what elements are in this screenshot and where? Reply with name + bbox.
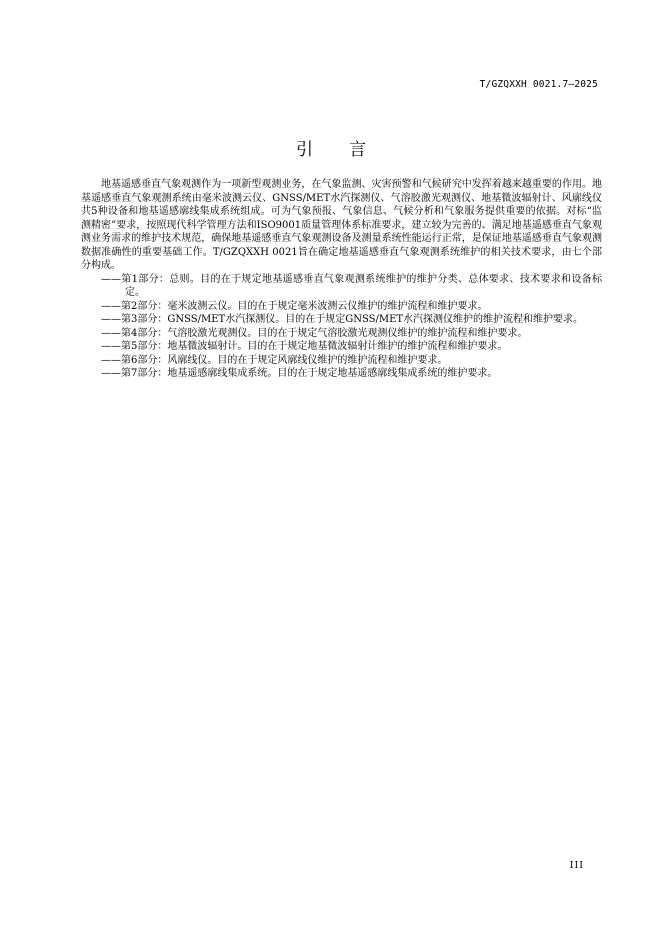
intro-paragraph: 地基遥感垂直气象观测作为一项新型观测业务，在气象监测、灾害预警和气候研究中发挥着越来越重要的作用。地基遥感垂直气象观测系统由毫米波测云仪、GNSS/MET水汽探测仪、气溶胶激光观测仪、地基微波辐射计、风廓线仪共5种设备和地基遥感廓线集成系统组成。可为气象预报、气象信息、气候分析和气象服务提供重要的依据。对标“监测精密”要求，按照现代科学管理方法和ISO9001质量管理体系标准要求，建立较为完善的、满足地基遥感垂直气象观测业务需求的维护技术规范，确保地基遥感垂直气象观测设备及测量系统性能运行正常，是保证地基遥感垂直气象观测数据准确性的重要基础工作。T/GZQXXH 0021旨在确定地基遥感垂直气象观测系统维护的相关技术要求，由七个部分构成。 (81, 179, 602, 271)
part-item-7: ——第7部分：地基遥感廓线集成系统。目的在于规定地基遥感廓线集成系统的维护要求。 (101, 368, 498, 379)
part-item-3: ——第3部分：GNSS/MET水汽探测仪。目的在于规定GNSS/MET水汽探测仪维护的维护流程和维护要求。 (101, 314, 584, 325)
part-item-6: ——第6部分：风廓线仪。目的在于规定风廓线仪维护的维护流程和维护要求。 (101, 354, 448, 366)
introduction-body (81, 178, 602, 381)
page-title: 引言 (296, 140, 402, 160)
part-item-2: ——第2部分：毫米波测云仪。目的在于规定毫米波测云仪维护的维护流程和维护要求。 (101, 300, 488, 312)
part-item-4: ——第4部分：气溶胶激光观测仪。目的在于规定气溶胶激光观测仪维护的维护流程和维护要求。 (101, 327, 528, 339)
page-number: III (569, 860, 584, 871)
document-code: T/GZQXXH 0021.7—2025 (479, 79, 598, 90)
part-item-1: ——第1部分：总则。目的在于规定地基遥感垂直气象观测系统维护的维护分类、总体要求、技术要求和设备标定。 (101, 273, 602, 298)
part-item-5: ——第5部分：地基微波辐射计。目的在于规定地基微波辐射计维护的维护流程和维护要求。 (101, 341, 508, 352)
